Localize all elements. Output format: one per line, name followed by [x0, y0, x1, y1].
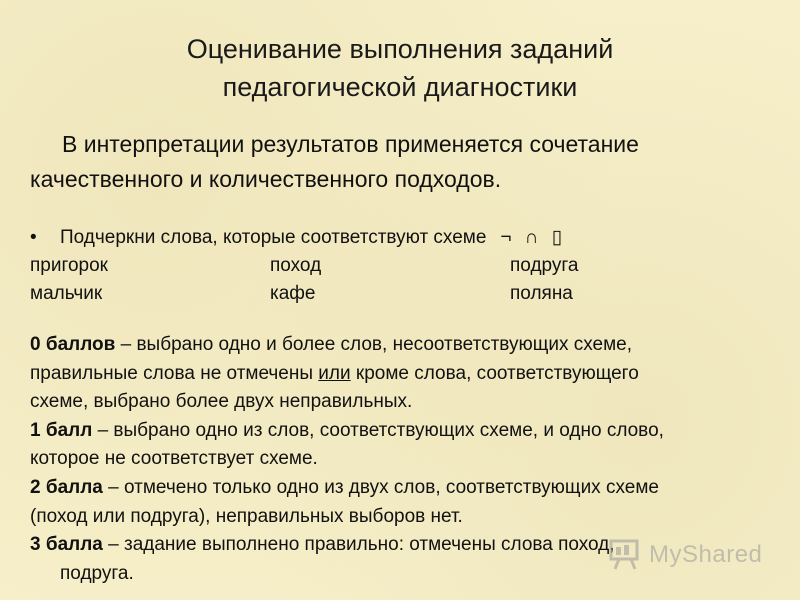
watermark-text: MyShared: [649, 541, 763, 568]
bullet-dot: •: [30, 227, 37, 248]
presentation-board-icon: [607, 535, 647, 571]
intro-line-2: качественного и количественного подходов.: [30, 166, 502, 192]
score-0-text: правильные слова не отмечены: [30, 362, 319, 384]
score-0-line-1: [30, 331, 790, 360]
score-0-label: 0 баллов: [30, 334, 116, 355]
score-2-line-1: [30, 474, 790, 503]
word-item: поляна: [510, 283, 573, 304]
score-2-label: 2 балла: [30, 476, 103, 498]
score-3-label: 3 балла: [30, 534, 103, 556]
score-2-text: – отмечено только одно из двух слов, соответствующих схеме: [102, 476, 659, 498]
task-text: Подчеркни слова, которые соответствуют схеме: [60, 227, 487, 248]
slide-title: [0, 30, 800, 106]
word-item: поход: [270, 255, 322, 276]
word-item: кафе: [270, 283, 316, 304]
word-list: [30, 252, 710, 308]
score-3-text: – задание выполнено правильно: отмечены слова поход,: [102, 534, 615, 556]
word-item: пригорок: [30, 255, 108, 276]
score-0-text: – выбрано одно и более слов, несоответствующих схеме,: [115, 334, 632, 355]
score-0-line-3: схеме, выбрано более двух неправильных.: [30, 391, 413, 413]
score-0-text: кроме слова, соответствующего: [350, 362, 639, 384]
score-3-text: подруга.: [60, 562, 134, 584]
score-1-line-2: которое не соответствует схеме.: [30, 448, 318, 470]
word-item: мальчик: [30, 283, 103, 304]
score-1-label: 1 балл: [30, 419, 93, 441]
title-line-2: педагогической диагностики: [222, 72, 578, 102]
intro-line-1: В интерпретации результатов применяется сочетание: [62, 131, 639, 157]
title-line-1: Оценивание выполнения заданий: [186, 34, 614, 64]
score-0-line-2: [30, 360, 790, 389]
word-row: [30, 280, 710, 308]
task-bullet: [30, 225, 566, 251]
score-1-text: – выбрано одно из слов, соответствующих схеме, и одно слово,: [92, 419, 664, 441]
score-2-line-2: (поход или подруга), неправильных выборов нет.: [30, 505, 463, 527]
word-scheme-icon: ¬ ∩ ▯: [500, 227, 567, 248]
score-1-line-1: [30, 417, 790, 446]
underlined-or: или: [318, 362, 351, 384]
word-item: подруга: [510, 255, 579, 276]
watermark: [607, 535, 767, 575]
intro-paragraph: [30, 127, 770, 197]
word-row: [30, 252, 710, 280]
